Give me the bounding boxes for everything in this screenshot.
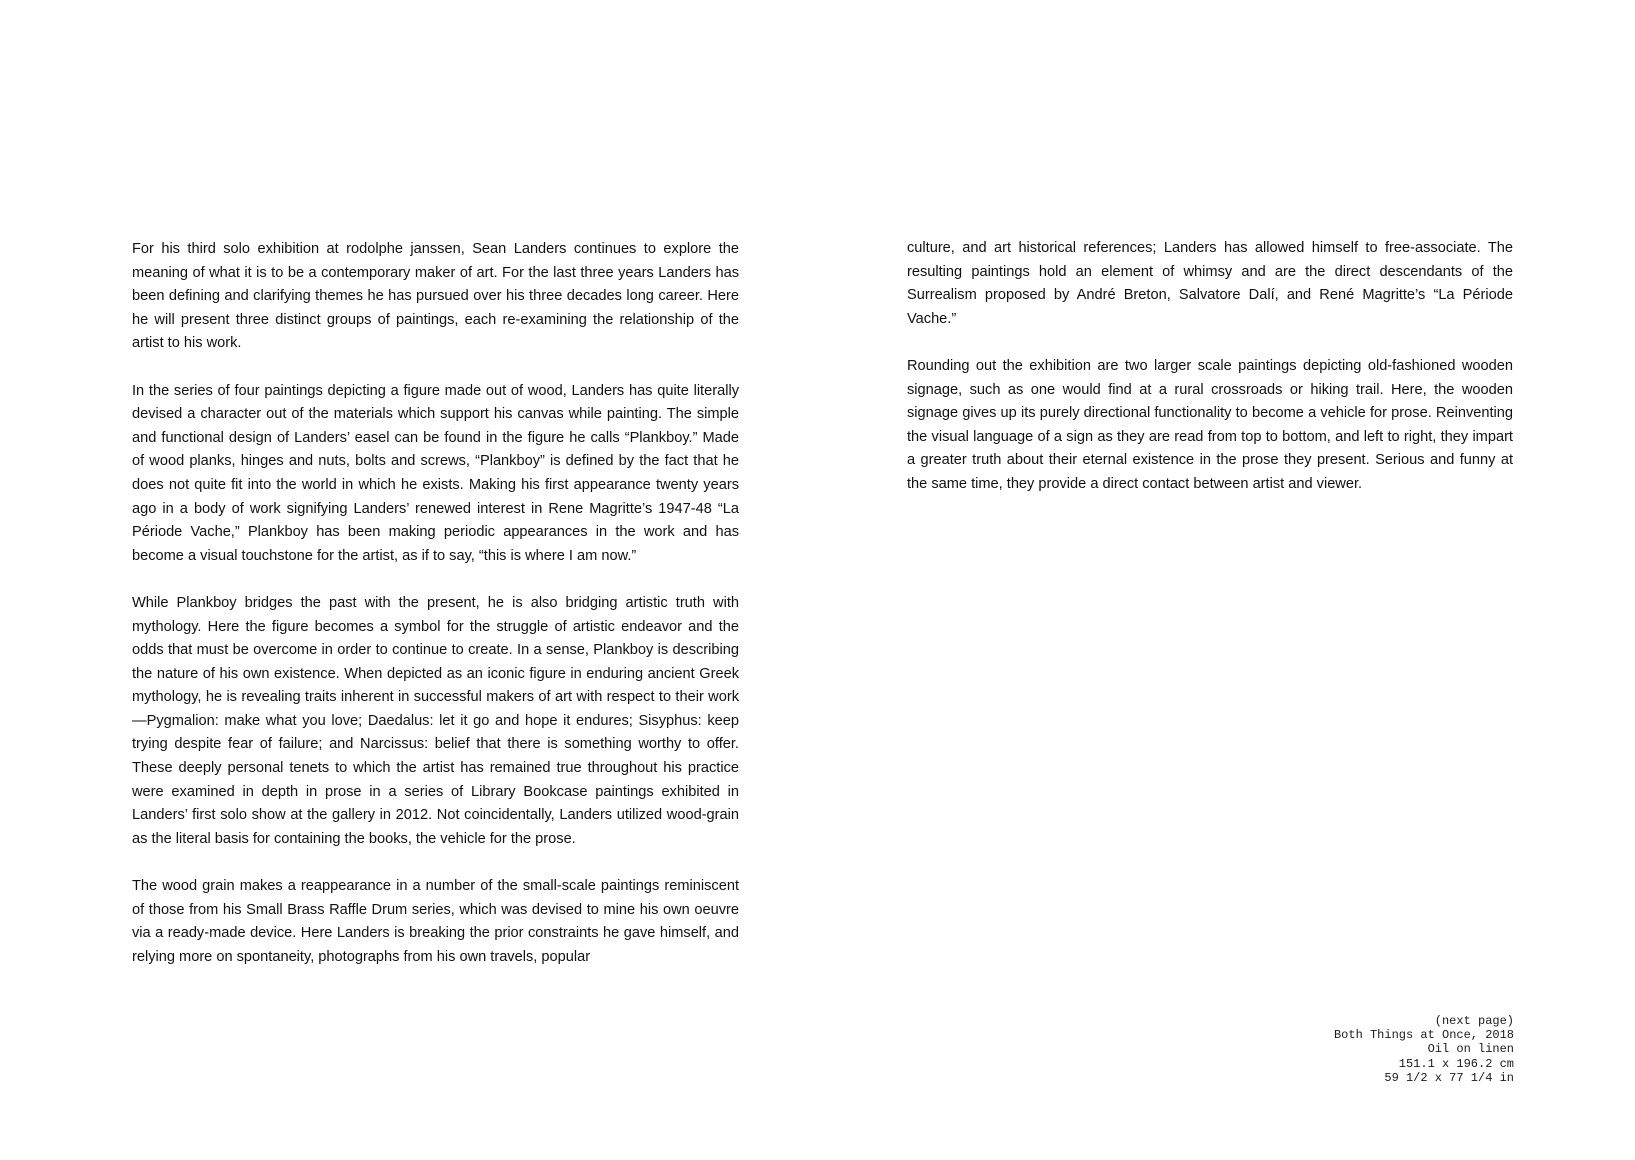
caption-title: Both Things at Once, 2018 [1333, 1028, 1514, 1043]
right-text-column [907, 237, 1513, 497]
paragraph-wood-grain: The wood grain makes a reappearance in a number of the small-scale paintings reminiscent of those from his Small Brass Raffle Drum series, which was devised to mine his own oeuvre via a ready-made device. Here Landers is breaking the prior constraints he gave himself, and relying more on spontaneity, photographs from his own travels, popular [132, 878, 739, 965]
caption-size-cm: 151.1 x 196.2 cm [1398, 1056, 1514, 1071]
caption-next-page: (next page) [1434, 1014, 1514, 1028]
artwork-caption [1194, 1014, 1514, 1085]
left-text-column [132, 238, 739, 969]
caption-medium: Oil on linen [1427, 1042, 1514, 1057]
paragraph-plankboy-series: In the series of four paintings depicting a figure made out of wood, Landers has quite literally devised a character out of the materials which support his canvas while painting. The simple and functional design of Landers’ easel can be found in the figure he calls “Plankboy.” Made of wood planks, hinges and nuts, bolts and screws, “Plankboy” is defined by the fact that he does not quite fit into the world in which he exists. Making his first appearance twenty years ago in a body of work signifying Landers’ renewed interest in Rene Magritte’s 1947-48 “La Période Vache,” Plankboy has been making periodic appearances in the work and has become a visual touchstone for the artist, as if to say, “this is where I am now.” [132, 382, 739, 564]
paragraph-signage: Rounding out the exhibition are two larger scale paintings depicting old-fashioned wooden signage, such as one would find at a rural crossroads or hiking trail. Here, the wooden signage gives up its purely directional functionality to become a vehicle for prose. Reinventing the visual language of a sign as they are read from top to bottom, and left to right, they impart a greater truth about their eternal existence in the prose they present. Serious and funny at the same time, they provide a direct contact between artist and viewer. [907, 357, 1513, 492]
paragraph-mythology: While Plankboy bridges the past with the present, he is also bridging artistic truth with mythology. Here the figure becomes a symbol for the struggle of artistic endeavor and the odds that must be overcome in order to continue to create. In a sense, Plankboy is describing the nature of his own existence. When depicted as an iconic figure in enduring ancient Greek mythology, he is revealing traits inherent in successful makers of art with respect to their work—Pygmalion: make what you love; Daedalus: let it go and hope it endures; Sisyphus: keep trying despite fear of failure; and Narcissus: belief that there is something worthy to offer. These deeply personal tenets to which the artist has remained true throughout his practice were examined in depth in prose in a series of Library Bookcase paintings exhibited in Landers’ first solo show at the gallery in 2012. Not coincidentally, Landers utilized wood-grain as the literal basis for containing the books, the vehicle for the prose. [132, 594, 739, 847]
paragraph-intro: For his third solo exhibition at rodolphe janssen, Sean Landers continues to explore the meaning of what it is to be a contemporary maker of art. For the last three years Landers has been defining and clarifying themes he has pursued over his three decades long career. Here he will present three distinct groups of paintings, each re-examining the relationship of the artist to his work. [132, 241, 739, 352]
caption-size-in: 59 1/2 x 77 1/4 in [1384, 1070, 1514, 1085]
paragraph-surrealism: culture, and art historical references; Landers has allowed himself to free-associate. The resulting paintings hold an element of whimsy and are the direct descendants of the Surrealism proposed by André Breton, Salvatore Dalí, and René Magritte’s “La Période Vache.” [907, 240, 1513, 327]
